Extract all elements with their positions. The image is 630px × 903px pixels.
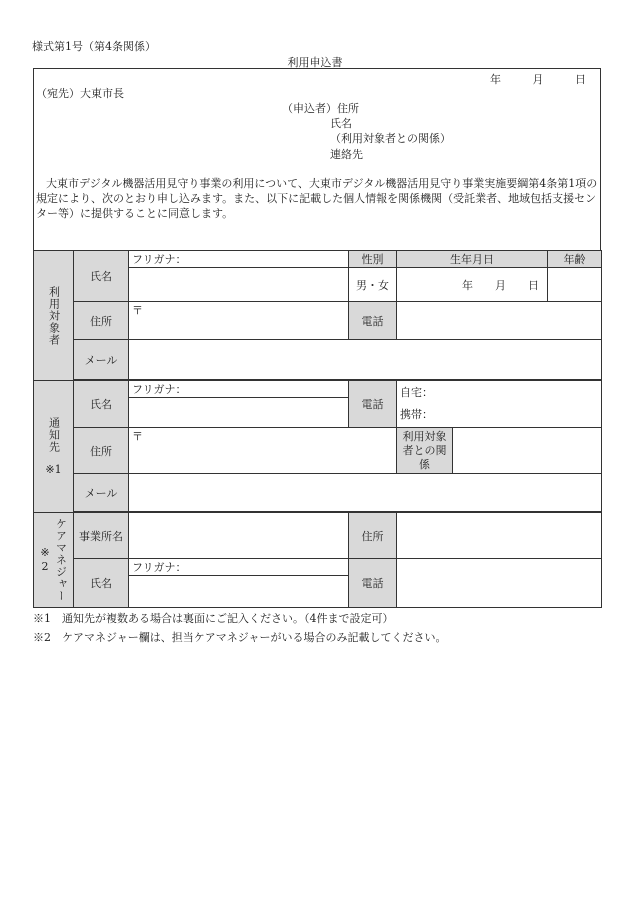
addressee: （宛先）大東市長 (36, 87, 124, 100)
date-month[interactable]: 月 (532, 73, 544, 86)
date-line (462, 71, 586, 87)
notify-furigana-field[interactable]: フリガナ： (129, 381, 349, 398)
cm-name-field[interactable] (129, 576, 349, 608)
notify-email-label: メール (74, 474, 129, 512)
notify-mobile-phone-label: 携帯： (400, 408, 433, 421)
consent-text: 大東市デジタル機器活用見守り事業の利用について、大東市デジタル機器活用見守り事業実施要綱第4条第1項の規定により、次のとおり申し込みます。また、以下に記載した個人情報を関係機関（受託業者、地域包括支援センター等）に提供することに同意します。 (36, 177, 598, 220)
notify-relationship-label: 利用対象者との関係 (397, 428, 453, 474)
notify-name-field[interactable] (129, 398, 349, 428)
user-age-label: 年齢 (548, 251, 602, 268)
cm-phone-label: 電話 (349, 559, 397, 608)
cm-section-label: ケアマネジャー (54, 518, 68, 602)
cm-section-mark: ※2 (38, 546, 52, 574)
notify-address-field[interactable]: 〒 (129, 428, 397, 474)
notify-phone-label: 電話 (349, 381, 397, 428)
user-age-field[interactable] (548, 268, 602, 302)
date-year[interactable]: 年 (490, 73, 501, 86)
cm-phone-field[interactable] (397, 559, 602, 608)
user-name-field[interactable] (129, 268, 349, 302)
document-title: 利用申込書 (287, 56, 343, 69)
applicant-address-label: 住所 (337, 102, 359, 115)
cm-furigana-field[interactable]: フリガナ： (129, 559, 349, 576)
cm-address-label: 住所 (349, 513, 397, 559)
user-email-field[interactable] (129, 340, 602, 380)
notify-email-field[interactable] (129, 474, 602, 512)
user-address-label: 住所 (74, 302, 129, 340)
user-email-label: メール (74, 340, 129, 380)
notify-address-label: 住所 (74, 428, 129, 474)
cm-office-label: 事業所名 (74, 513, 129, 559)
form-code: 様式第1号（第4条関係） (32, 40, 156, 53)
user-gender-label: 性別 (349, 251, 397, 268)
application-header (33, 68, 601, 250)
user-birthdate-label: 生年月日 (397, 251, 548, 268)
user-furigana-field[interactable]: フリガナ： (129, 251, 349, 268)
user-section-label-cell (34, 251, 74, 381)
note-2: ※2 ケアマネジャー欄は、担当ケアマネジャーがいる場合のみ記載してください。 (33, 631, 447, 644)
user-birth-year: 年 (462, 278, 473, 292)
applicant-relationship-label[interactable]: （利用対象者との関係） (330, 132, 451, 145)
cm-address-field[interactable] (397, 513, 602, 559)
user-gender-field[interactable]: 男・女 (349, 268, 397, 302)
notify-section-mark: ※1 (45, 463, 62, 476)
notify-name-label: 氏名 (74, 381, 129, 428)
user-birth-day: 日 (528, 278, 539, 292)
cm-office-field[interactable] (129, 513, 349, 559)
notify-phone-field[interactable] (397, 381, 602, 428)
applicant-contact-label[interactable]: 連絡先 (330, 148, 363, 161)
date-day[interactable]: 日 (575, 73, 586, 86)
notify-relationship-field[interactable] (453, 428, 602, 474)
user-name-label: 氏名 (74, 251, 129, 302)
note-1: ※1 通知先が複数ある場合は裏面にご記入ください。（4件まで設定可） (33, 612, 394, 625)
notify-section-label: 通知先 (47, 417, 61, 453)
user-section-label: 利用対象者 (47, 285, 61, 346)
user-phone-label: 電話 (349, 302, 397, 340)
user-birthdate-field[interactable] (397, 268, 548, 302)
applicant-name-label[interactable]: 氏名 (330, 117, 352, 130)
user-birth-month: 月 (495, 278, 506, 292)
application-table (33, 250, 602, 608)
cm-name-label: 氏名 (74, 559, 129, 608)
notify-home-phone-label: 自宅： (400, 386, 433, 399)
user-address-field[interactable]: 〒 (129, 302, 349, 340)
applicant-label: （申込者） (282, 102, 337, 115)
user-phone-field[interactable] (397, 302, 602, 340)
notify-section-label-cell (34, 381, 74, 513)
applicant-address-row[interactable] (282, 100, 359, 116)
cm-section-label-cell (34, 513, 74, 608)
